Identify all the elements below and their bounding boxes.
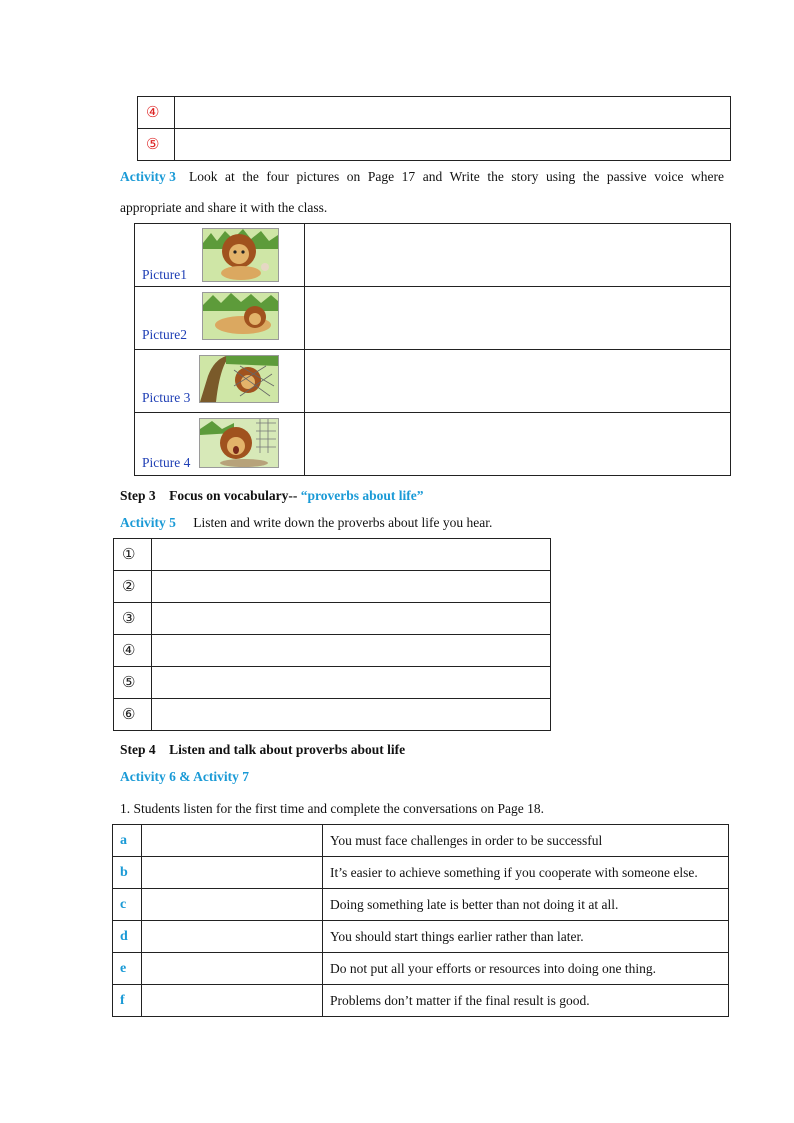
- step4-heading: Step 4 Listen and talk about proverbs about life: [120, 742, 406, 757]
- proverb-letter: a: [113, 825, 142, 857]
- proverb-answer-cell[interactable]: [142, 857, 323, 889]
- proverb-letter: c: [113, 889, 142, 921]
- proverb-answer-cell[interactable]: [142, 889, 323, 921]
- activity3-label: Activity 3: [120, 169, 176, 184]
- row-marker: ①: [114, 539, 152, 571]
- row-marker: ⑤: [138, 129, 175, 161]
- proverbs-meaning-table: [112, 824, 729, 1017]
- step3-heading: [120, 484, 424, 504]
- row-marker: ④: [114, 635, 152, 667]
- proverb-meaning: Problems don’t matter if the final result is good.: [323, 985, 729, 1017]
- answer-cell[interactable]: [152, 667, 551, 699]
- proverb-meaning: It’s easier to achieve something if you cooperate with someone else.: [323, 857, 729, 889]
- activity3-text-line2: appropriate and share it with the class.: [120, 200, 328, 215]
- activity3-text-line1: Look at the four pictures on Page 17 and Write the story using the passive voice where: [188, 169, 724, 184]
- picture-2-label: Picture2: [142, 327, 187, 342]
- proverb-meaning: You should start things earlier rather than later.: [323, 921, 729, 953]
- activity3-instruction: [120, 169, 724, 185]
- step3-highlight: “proverbs about life”: [300, 488, 424, 503]
- picture-4-image: [199, 418, 279, 468]
- row-marker: ⑥: [114, 699, 152, 731]
- row-marker: ③: [114, 603, 152, 635]
- story-cell-4[interactable]: [305, 413, 731, 476]
- picture-cell-2: [135, 287, 305, 350]
- picture-2-image: [202, 292, 279, 340]
- row-marker: ⑤: [114, 667, 152, 699]
- picture-4-label: Picture 4: [142, 455, 191, 470]
- answer-cell[interactable]: [152, 635, 551, 667]
- proverb-answer-cell[interactable]: [142, 953, 323, 985]
- story-cell-1[interactable]: [305, 224, 731, 287]
- picture-cell-4: [135, 413, 305, 476]
- picture-cell-3: [135, 350, 305, 413]
- activity67-heading: Activity 6 & Activity 7: [120, 769, 249, 784]
- activity5-instruction: [120, 515, 492, 531]
- picture-3-image: [199, 355, 279, 403]
- answer-cell[interactable]: [152, 539, 551, 571]
- story-cell-3[interactable]: [305, 350, 731, 413]
- proverb-meaning: Do not put all your efforts or resources into doing one thing.: [323, 953, 729, 985]
- proverb-letter: b: [113, 857, 142, 889]
- picture-cell-1: [135, 224, 305, 287]
- story-cell-2[interactable]: [305, 287, 731, 350]
- picture-1-label: Picture1: [142, 267, 187, 282]
- answer-cell[interactable]: [152, 603, 551, 635]
- pictures-table: [134, 223, 731, 476]
- answer-cell[interactable]: [175, 129, 731, 161]
- answer-cell[interactable]: [175, 97, 731, 129]
- proverb-letter: d: [113, 921, 142, 953]
- proverb-letter: f: [113, 985, 142, 1017]
- proverb-answer-cell[interactable]: [142, 921, 323, 953]
- step3-prefix: Step 3 Focus on vocabulary--: [120, 488, 301, 503]
- row-marker: ④: [138, 97, 175, 129]
- activity5-label: Activity 5: [120, 515, 176, 530]
- proverb-answer-cell[interactable]: [142, 825, 323, 857]
- proverbs-listen-table: [113, 538, 551, 731]
- picture-1-image: [202, 228, 279, 282]
- activity5-text: Listen and write down the proverbs about life you hear.: [193, 515, 493, 530]
- answer-cell[interactable]: [152, 571, 551, 603]
- proverb-answer-cell[interactable]: [142, 985, 323, 1017]
- proverb-meaning: You must face challenges in order to be successful: [323, 825, 729, 857]
- top-answer-table: [137, 96, 731, 161]
- row-marker: ②: [114, 571, 152, 603]
- picture-3-label: Picture 3: [142, 390, 191, 405]
- proverb-letter: e: [113, 953, 142, 985]
- proverb-meaning: Doing something late is better than not doing it at all.: [323, 889, 729, 921]
- instruction-1: 1. Students listen for the first time and complete the conversations on Page 18.: [120, 801, 545, 816]
- answer-cell[interactable]: [152, 699, 551, 731]
